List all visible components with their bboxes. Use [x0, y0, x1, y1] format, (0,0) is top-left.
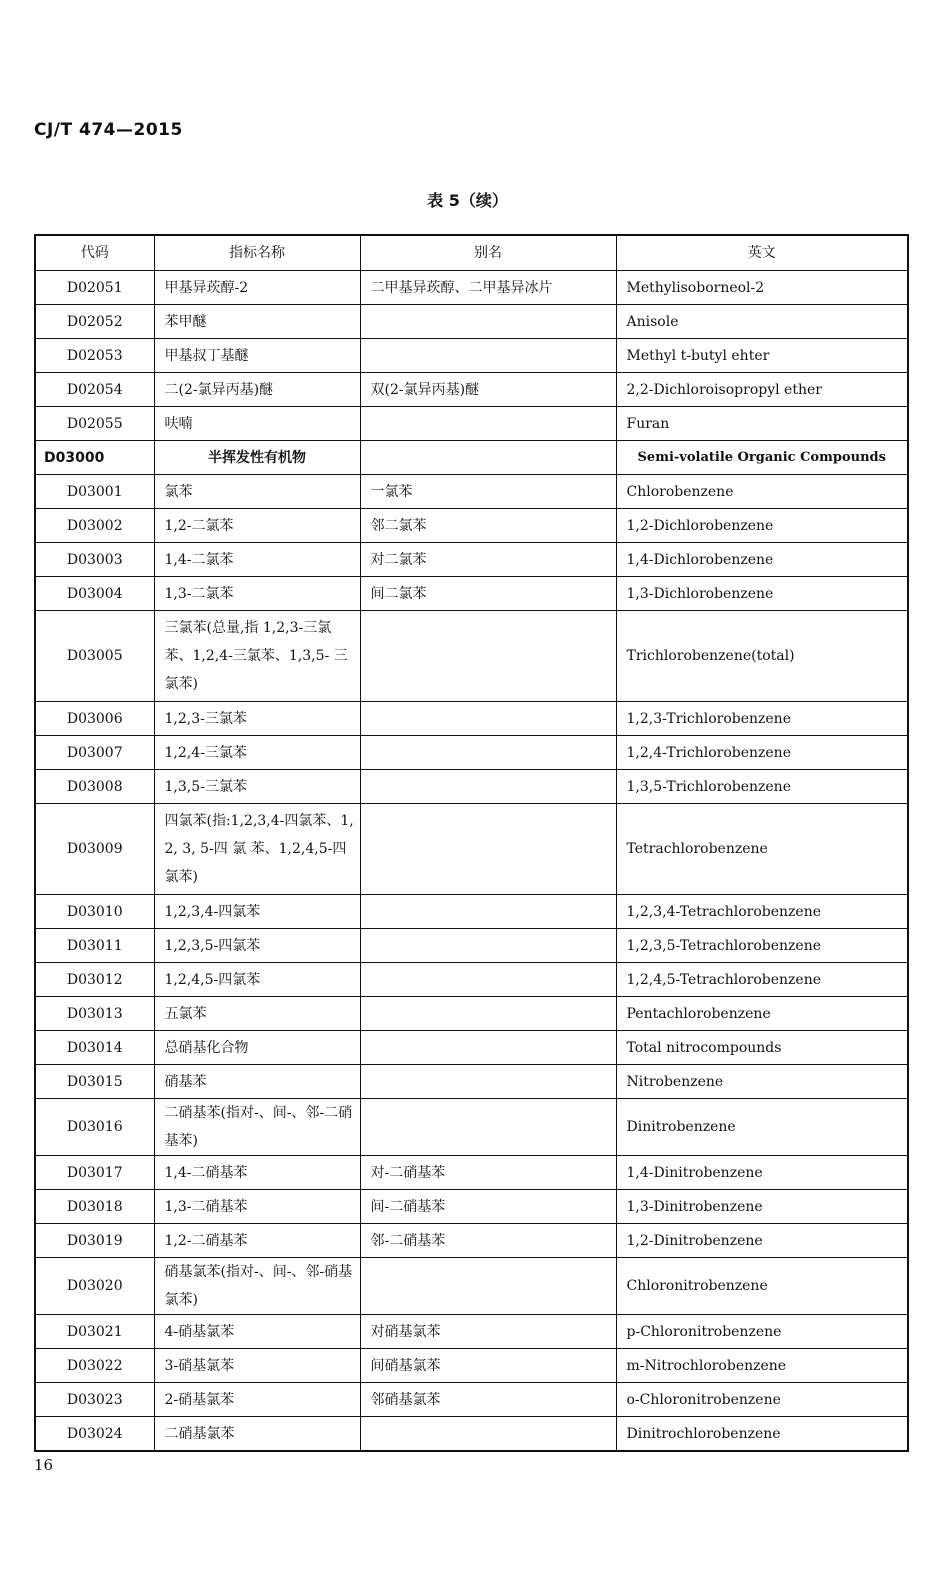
code-cell: D03012 [35, 963, 154, 997]
code-cell: D03002 [35, 509, 154, 543]
standard-code-header: CJ/T 474—2015 [34, 120, 183, 140]
code-cell: D03009 [35, 804, 154, 895]
alias-cell: 二甲基异莰醇、二甲基异冰片 [360, 271, 616, 305]
table-row [35, 736, 908, 770]
alias-cell [360, 736, 616, 770]
code-cell: D02053 [35, 339, 154, 373]
alias-cell [360, 339, 616, 373]
english-name-cell: 1,2,4-Trichlorobenzene [616, 736, 908, 770]
english-name-cell: 1,3-Dichlorobenzene [616, 577, 908, 611]
code-cell: D03014 [35, 1031, 154, 1065]
alias-cell [360, 1065, 616, 1099]
english-name-cell: Dinitrobenzene [616, 1099, 908, 1156]
english-name-cell: Chlorobenzene [616, 475, 908, 509]
name-cell: 三氯苯(总量,指 1,2,3-三氯苯、1,2,4-三氯苯、1,3,5- 三氯苯) [154, 611, 360, 702]
english-name-cell: Pentachlorobenzene [616, 997, 908, 1031]
english-name-cell: Chloronitrobenzene [616, 1258, 908, 1315]
name-cell: 1,3,5-三氯苯 [154, 770, 360, 804]
alias-cell [360, 770, 616, 804]
table-row [35, 305, 908, 339]
code-cell: D03018 [35, 1190, 154, 1224]
name-cell: 呋喃 [154, 407, 360, 441]
code-cell: D03008 [35, 770, 154, 804]
code-cell: D03017 [35, 1156, 154, 1190]
english-name-cell: m-Nitrochlorobenzene [616, 1349, 908, 1383]
name-cell: 甲基异莰醇-2 [154, 271, 360, 305]
table-row [35, 1156, 908, 1190]
alias-cell: 对硝基氯苯 [360, 1315, 616, 1349]
alias-cell: 一氯苯 [360, 475, 616, 509]
english-name-cell: Methyl t-butyl ehter [616, 339, 908, 373]
code-cell: D02055 [35, 407, 154, 441]
column-header-name: 指标名称 [154, 235, 360, 271]
english-name-cell: Tetrachlorobenzene [616, 804, 908, 895]
column-header-alias: 别名 [360, 235, 616, 271]
table-row [35, 1031, 908, 1065]
alias-cell [360, 407, 616, 441]
english-name-cell: Total nitrocompounds [616, 1031, 908, 1065]
english-name-cell: Semi-volatile Organic Compounds [616, 441, 908, 475]
english-name-cell: Nitrobenzene [616, 1065, 908, 1099]
code-cell: D03015 [35, 1065, 154, 1099]
name-cell: 1,2,4-三氯苯 [154, 736, 360, 770]
table-row [35, 1224, 908, 1258]
english-name-cell: 1,2-Dinitrobenzene [616, 1224, 908, 1258]
column-header-code: 代码 [35, 235, 154, 271]
code-cell: D03010 [35, 895, 154, 929]
name-cell: 1,2-二硝基苯 [154, 1224, 360, 1258]
alias-cell: 双(2-氯异丙基)醚 [360, 373, 616, 407]
name-cell: 1,2-二氯苯 [154, 509, 360, 543]
code-cell: D02051 [35, 271, 154, 305]
table-row [35, 1190, 908, 1224]
table-row [35, 1315, 908, 1349]
table-row [35, 1383, 908, 1417]
alias-cell [360, 441, 616, 475]
english-name-cell: 2,2-Dichloroisopropyl ether [616, 373, 908, 407]
english-name-cell: 1,2,3,4-Tetrachlorobenzene [616, 895, 908, 929]
alias-cell: 间硝基氯苯 [360, 1349, 616, 1383]
english-name-cell: Anisole [616, 305, 908, 339]
name-cell: 五氯苯 [154, 997, 360, 1031]
english-name-cell: 1,3,5-Trichlorobenzene [616, 770, 908, 804]
alias-cell: 间二氯苯 [360, 577, 616, 611]
table-row [35, 1258, 908, 1315]
alias-cell: 邻二氯苯 [360, 509, 616, 543]
name-cell: 1,4-二氯苯 [154, 543, 360, 577]
name-cell: 1,2,4,5-四氯苯 [154, 963, 360, 997]
code-cell: D03020 [35, 1258, 154, 1315]
alias-cell [360, 929, 616, 963]
english-name-cell: 1,2,3,5-Tetrachlorobenzene [616, 929, 908, 963]
table-row [35, 373, 908, 407]
code-cell: D03001 [35, 475, 154, 509]
table-row [35, 577, 908, 611]
table-row [35, 702, 908, 736]
code-cell: D03006 [35, 702, 154, 736]
code-cell: D02054 [35, 373, 154, 407]
table-row [35, 804, 908, 895]
alias-cell [360, 702, 616, 736]
page-number: 16 [34, 1456, 54, 1474]
code-cell: D03019 [35, 1224, 154, 1258]
table-row [35, 1099, 908, 1156]
code-cell: D03004 [35, 577, 154, 611]
name-cell: 3-硝基氯苯 [154, 1349, 360, 1383]
name-cell: 1,3-二硝基苯 [154, 1190, 360, 1224]
english-name-cell: p-Chloronitrobenzene [616, 1315, 908, 1349]
alias-cell [360, 1099, 616, 1156]
table-row [35, 963, 908, 997]
table-row [35, 1065, 908, 1099]
name-cell: 1,4-二硝基苯 [154, 1156, 360, 1190]
english-name-cell: Furan [616, 407, 908, 441]
name-cell: 二硝基氯苯 [154, 1417, 360, 1452]
english-name-cell: Dinitrochlorobenzene [616, 1417, 908, 1452]
alias-cell: 邻-二硝基苯 [360, 1224, 616, 1258]
table-row [35, 407, 908, 441]
table-row [35, 339, 908, 373]
alias-cell [360, 1031, 616, 1065]
alias-cell: 对二氯苯 [360, 543, 616, 577]
code-cell: D03024 [35, 1417, 154, 1452]
english-name-cell: 1,2-Dichlorobenzene [616, 509, 908, 543]
table-row [35, 997, 908, 1031]
alias-cell [360, 963, 616, 997]
table-row [35, 1417, 908, 1452]
table-body [35, 271, 908, 1452]
category-row [35, 441, 908, 475]
name-cell: 半挥发性有机物 [154, 441, 360, 475]
alias-cell: 对-二硝基苯 [360, 1156, 616, 1190]
table-row [35, 929, 908, 963]
code-cell: D03016 [35, 1099, 154, 1156]
code-cell: D03011 [35, 929, 154, 963]
english-name-cell: 1,2,3-Trichlorobenzene [616, 702, 908, 736]
english-name-cell: 1,2,4,5-Tetrachlorobenzene [616, 963, 908, 997]
name-cell: 4-硝基氯苯 [154, 1315, 360, 1349]
name-cell: 苯甲醚 [154, 305, 360, 339]
alias-cell [360, 305, 616, 339]
code-cell: D03023 [35, 1383, 154, 1417]
alias-cell [360, 611, 616, 702]
name-cell: 1,2,3,4-四氯苯 [154, 895, 360, 929]
name-cell: 二(2-氯异丙基)醚 [154, 373, 360, 407]
code-cell: D03003 [35, 543, 154, 577]
table-header-row [35, 235, 908, 271]
name-cell: 2-硝基氯苯 [154, 1383, 360, 1417]
name-cell: 甲基叔丁基醚 [154, 339, 360, 373]
code-cell: D03013 [35, 997, 154, 1031]
alias-cell [360, 997, 616, 1031]
code-cell: D03005 [35, 611, 154, 702]
code-cell: D03007 [35, 736, 154, 770]
name-cell: 硝基氯苯(指对-、间-、邻-硝基氯苯) [154, 1258, 360, 1315]
english-name-cell: Trichlorobenzene(total) [616, 611, 908, 702]
code-cell: D03021 [35, 1315, 154, 1349]
name-cell: 硝基苯 [154, 1065, 360, 1099]
alias-cell: 间-二硝基苯 [360, 1190, 616, 1224]
english-name-cell: 1,4-Dinitrobenzene [616, 1156, 908, 1190]
table-row [35, 543, 908, 577]
english-name-cell: Methylisoborneol-2 [616, 271, 908, 305]
table-row [35, 1349, 908, 1383]
name-cell: 1,3-二氯苯 [154, 577, 360, 611]
english-name-cell: o-Chloronitrobenzene [616, 1383, 908, 1417]
column-header-english: 英文 [616, 235, 908, 271]
code-cell: D03000 [35, 441, 154, 475]
code-cell: D03022 [35, 1349, 154, 1383]
alias-cell [360, 1417, 616, 1452]
table-row [35, 895, 908, 929]
code-cell: D02052 [35, 305, 154, 339]
table-row [35, 770, 908, 804]
alias-cell [360, 1258, 616, 1315]
table-row [35, 509, 908, 543]
table-title: 表 5（续） [427, 191, 508, 210]
table-row [35, 475, 908, 509]
substance-table [34, 234, 909, 1452]
name-cell: 1,2,3-三氯苯 [154, 702, 360, 736]
table-row [35, 611, 908, 702]
alias-cell [360, 804, 616, 895]
alias-cell: 邻硝基氯苯 [360, 1383, 616, 1417]
name-cell: 四氯苯(指:1,2,3,4-四氯苯、1, 2, 3, 5-四 氯 苯、1,2,4,5-四氯苯) [154, 804, 360, 895]
english-name-cell: 1,4-Dichlorobenzene [616, 543, 908, 577]
english-name-cell: 1,3-Dinitrobenzene [616, 1190, 908, 1224]
table-row [35, 271, 908, 305]
name-cell: 1,2,3,5-四氯苯 [154, 929, 360, 963]
name-cell: 二硝基苯(指对-、间-、邻-二硝基苯) [154, 1099, 360, 1156]
alias-cell [360, 895, 616, 929]
name-cell: 总硝基化合物 [154, 1031, 360, 1065]
name-cell: 氯苯 [154, 475, 360, 509]
